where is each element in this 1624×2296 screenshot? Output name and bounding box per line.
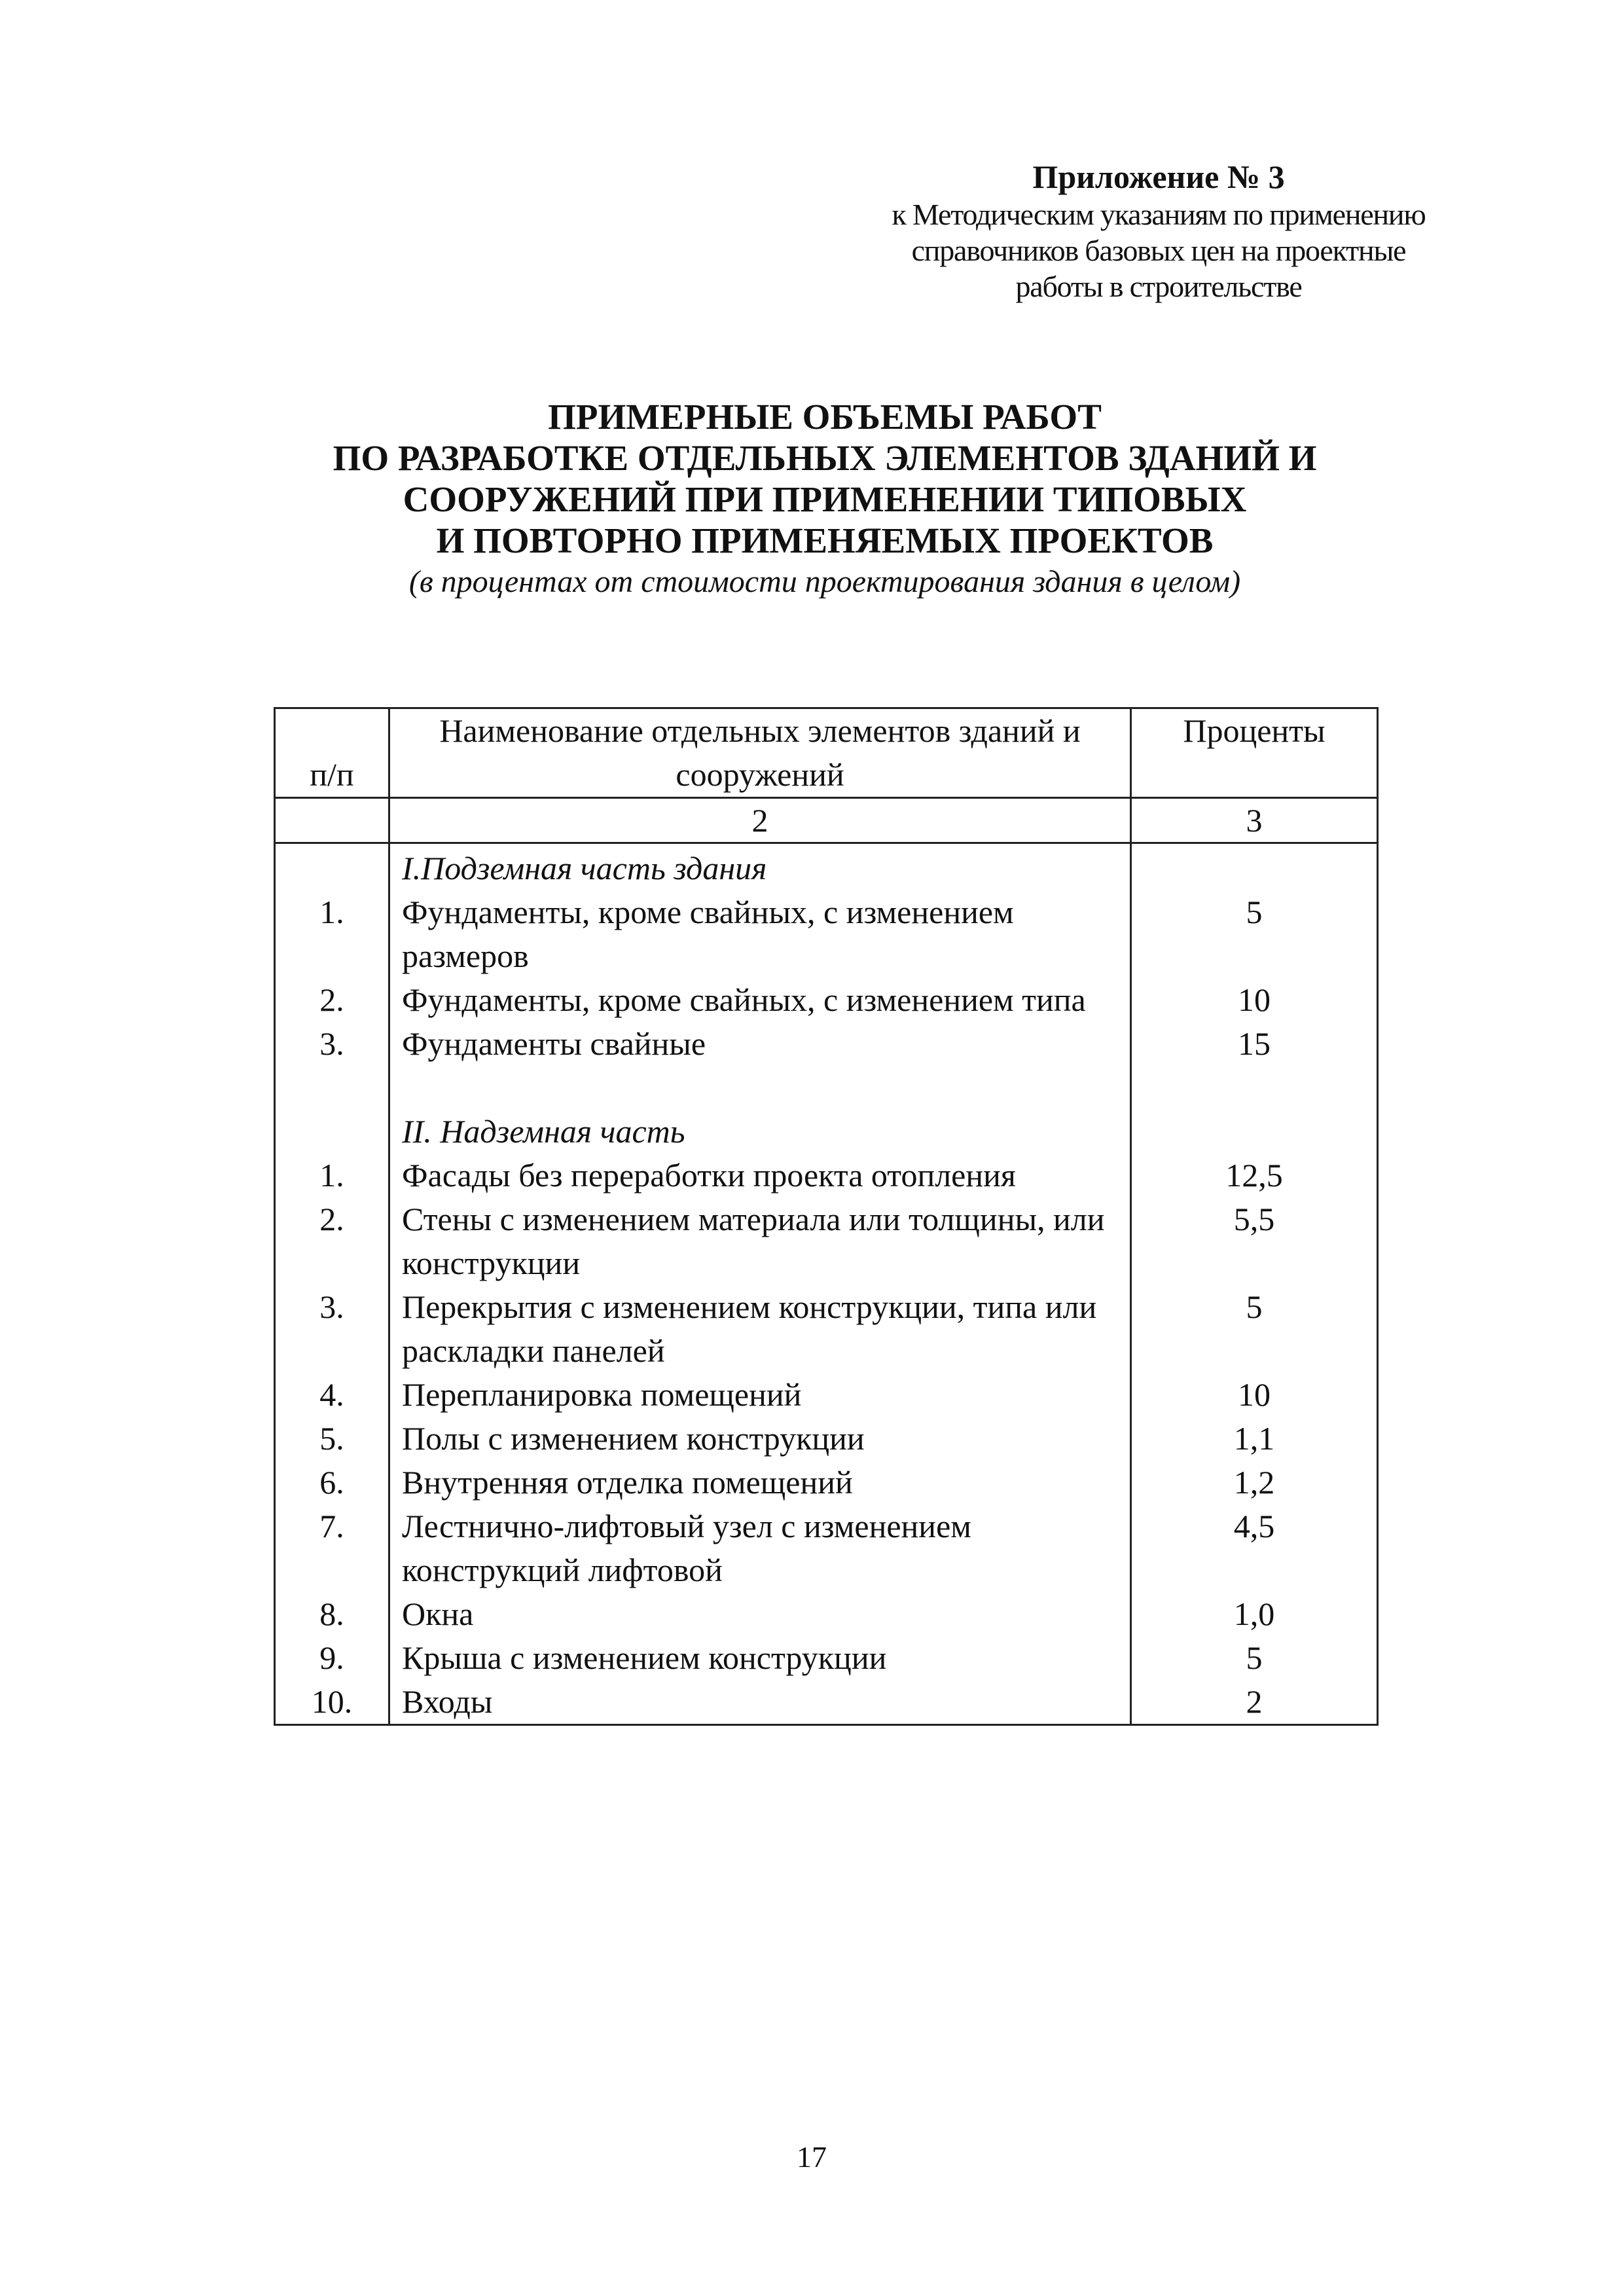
appendix-line-2: справочников базовых цен на проектные	[911, 234, 1406, 267]
column-number-3: 3	[1131, 798, 1378, 843]
title-line-1: ПРИМЕРНЫЕ ОБЪЕМЫ РАБОТ	[548, 397, 1102, 437]
page-number: 17	[797, 2140, 827, 2174]
appendix-line-1: к Методическим указаниям по применению	[892, 198, 1426, 231]
title-line-3: СООРУЖЕНИЙ ПРИ ПРИМЕНЕНИИ ТИПОВЫХ	[403, 479, 1247, 519]
table-row	[275, 1461, 1378, 1504]
appendix-block	[818, 157, 1499, 304]
row-value: 4,5	[1131, 1504, 1378, 1592]
row-name: Фундаменты, кроме свайных, с изменением типа	[389, 978, 1131, 1022]
row-name: Крыша с изменением конструкции	[389, 1636, 1131, 1680]
table-row	[275, 1592, 1378, 1636]
table-row	[275, 1197, 1378, 1285]
row-value: 10	[1131, 1373, 1378, 1417]
document-title	[196, 396, 1453, 602]
row-value: 1,2	[1131, 1461, 1378, 1504]
row-number: 5.	[275, 1417, 389, 1461]
table-row	[275, 978, 1378, 1022]
table-row	[275, 1022, 1378, 1066]
row-value: 1,0	[1131, 1592, 1378, 1636]
row-name: Полы с изменением конструкции	[389, 1417, 1131, 1461]
row-name: Фундаменты свайные	[389, 1022, 1131, 1066]
row-value: 12,5	[1131, 1154, 1378, 1197]
table-row	[275, 1504, 1378, 1592]
row-number: 2.	[275, 978, 389, 1022]
section-1-title: I.Подземная часть здания	[389, 843, 1131, 891]
row-number: 9.	[275, 1636, 389, 1680]
column-number-2: 2	[389, 798, 1131, 843]
table-row	[275, 1154, 1378, 1197]
row-number: 7.	[275, 1504, 389, 1592]
row-value: 5	[1131, 890, 1378, 978]
table-header-row	[275, 708, 1378, 798]
row-value: 5	[1131, 1636, 1378, 1680]
table-row	[275, 890, 1378, 978]
table-row	[275, 1285, 1378, 1373]
row-number: 3.	[275, 1022, 389, 1066]
row-number: 6.	[275, 1461, 389, 1504]
row-name: Входы	[389, 1680, 1131, 1725]
row-name: Фасады без переработки проекта отопления	[389, 1154, 1131, 1197]
appendix-line-3: работы в строительстве	[1015, 270, 1302, 303]
row-name: Перепланировка помещений	[389, 1373, 1131, 1417]
row-value: 1,1	[1131, 1417, 1378, 1461]
table-row	[275, 1373, 1378, 1417]
appendix-title: Приложение № 3	[1032, 158, 1285, 195]
row-number: 2.	[275, 1197, 389, 1285]
title-line-2: ПО РАЗРАБОТКЕ ОТДЕЛЬНЫХ ЭЛЕМЕНТОВ ЗДАНИЙ И	[333, 438, 1317, 478]
row-value: 15	[1131, 1022, 1378, 1066]
row-number: 3.	[275, 1285, 389, 1373]
title-line-4: И ПОВТОРНО ПРИМЕНЯЕМЫХ ПРОЕКТОВ	[436, 520, 1214, 560]
row-number: 4.	[275, 1373, 389, 1417]
row-value: 5	[1131, 1285, 1378, 1373]
volumes-table	[274, 707, 1379, 1726]
section-2-title: II. Надземная часть	[389, 1110, 1131, 1154]
column-number-row	[275, 798, 1378, 843]
row-value: 10	[1131, 978, 1378, 1022]
document-subtitle: (в процентах от стоимости проектирования здания в целом)	[408, 564, 1241, 599]
table-row	[275, 1417, 1378, 1461]
row-value: 2	[1131, 1680, 1378, 1725]
row-number: 8.	[275, 1592, 389, 1636]
row-name: Внутренняя отделка помещений	[389, 1461, 1131, 1504]
row-number: 10.	[275, 1680, 389, 1725]
row-name: Стены с изменением материала или толщины, или конструкции	[389, 1197, 1131, 1285]
row-value: 5,5	[1131, 1197, 1378, 1285]
section-title-row	[275, 843, 1378, 891]
section-title-row	[275, 1110, 1378, 1154]
row-name: Лестнично-лифтовый узел с изменением конструкций лифтовой	[389, 1504, 1131, 1592]
row-number: 1.	[275, 1154, 389, 1197]
row-name: Окна	[389, 1592, 1131, 1636]
row-name: Фундаменты, кроме свайных, с изменением размеров	[389, 890, 1131, 978]
header-number: п/п	[275, 708, 389, 798]
spacer-row	[275, 1066, 1378, 1110]
header-name: Наименование отдельных элементов зданий и сооружений	[389, 708, 1131, 798]
table-row	[275, 1680, 1378, 1725]
column-number-1	[275, 798, 389, 843]
header-percent: Проценты	[1131, 708, 1378, 798]
table-row	[275, 1636, 1378, 1680]
row-name: Перекрытия с изменением конструкции, типа или раскладки панелей	[389, 1285, 1131, 1373]
row-number: 1.	[275, 890, 389, 978]
